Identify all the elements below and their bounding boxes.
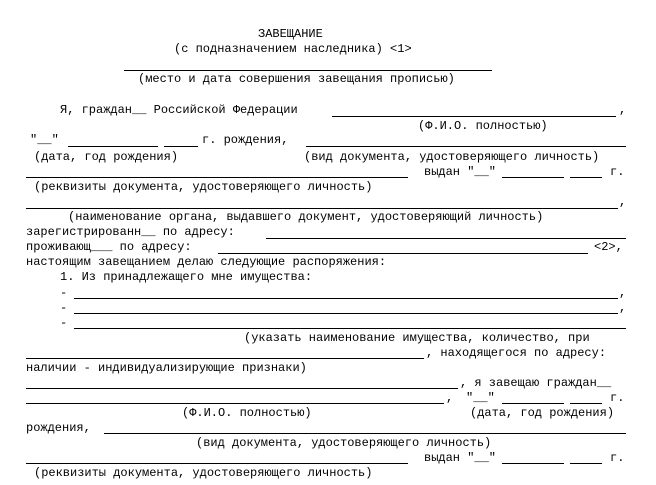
- heir-date-prefix: "__": [466, 391, 495, 405]
- heir-fio-caption: (Ф.И.О. полностью): [182, 406, 312, 420]
- issued-prefix: выдан "__": [424, 165, 497, 179]
- comma: ,: [619, 195, 627, 209]
- declaration: настоящим завещанием делаю следующие распоряжения:: [26, 255, 387, 269]
- doc-details-caption: (реквизиты документа, удостоверяющего личность): [34, 180, 373, 194]
- comma: ,: [619, 301, 627, 315]
- comma: ,: [619, 103, 627, 117]
- heir-birth-caption: (дата, год рождения): [470, 406, 615, 420]
- document-subtitle: (с подназначением наследника) <1>: [174, 42, 412, 56]
- testator-doc-details-field[interactable]: [26, 177, 408, 178]
- bequeath-to: , я завещаю граждан__: [460, 376, 612, 390]
- property-address-field[interactable]: [26, 388, 458, 389]
- property-line-1[interactable]: [74, 298, 618, 299]
- residing-address-field[interactable]: [218, 253, 588, 254]
- testator-doc-type-field[interactable]: [306, 146, 626, 147]
- issuer-field[interactable]: [26, 208, 618, 209]
- identifying-features: наличии - индивидуализирующие признаки): [26, 361, 307, 375]
- heir-doc-details-caption: (реквизиты документа, удостоверяющего личность): [34, 466, 373, 480]
- year-suffix: г.: [610, 391, 625, 405]
- property-address-line[interactable]: [26, 358, 424, 359]
- year-suffix: г.: [610, 165, 625, 179]
- property-heading: 1. Из принадлежащего мне имущества:: [60, 270, 313, 284]
- footnote-2: <2>,: [594, 240, 623, 254]
- birth-caption: (дата, год рождения): [34, 150, 179, 164]
- registered-label: зарегистрированн__ по адресу:: [26, 225, 235, 239]
- heir-birth-year-field[interactable]: [570, 403, 602, 404]
- testator-fio-field[interactable]: [332, 116, 616, 117]
- testator-fio-caption: (Ф.И.О. полностью): [418, 119, 548, 133]
- heir-birth-date-field[interactable]: [502, 403, 564, 404]
- comma: ,: [446, 391, 454, 405]
- birth-year-field[interactable]: [164, 146, 198, 147]
- property-line-3[interactable]: [74, 328, 626, 329]
- heir-issued-year-field[interactable]: [570, 463, 602, 464]
- birth-year-suffix: г. рождения,: [202, 133, 289, 147]
- testator-intro: Я, граждан__ Российской Федерации: [60, 103, 298, 117]
- comma: ,: [619, 286, 627, 300]
- heir-doc-type-field[interactable]: [104, 433, 626, 434]
- birth-label: рождения,: [26, 421, 91, 435]
- doc-type-caption: (вид документа, удостоверяющего личность): [304, 150, 600, 164]
- birth-date-field[interactable]: [68, 146, 158, 147]
- located-at: , находящегося по адресу:: [426, 346, 607, 360]
- heir-doc-type-caption: (вид документа, удостоверяющего личность): [196, 436, 492, 450]
- issued-year-field[interactable]: [570, 177, 602, 178]
- heir-fio-field[interactable]: [26, 403, 444, 404]
- bullet: -: [60, 286, 68, 300]
- registered-address-field[interactable]: [266, 238, 626, 239]
- residing-label: проживающ___ по адресу:: [26, 240, 192, 254]
- year-suffix: г.: [610, 451, 625, 465]
- birth-date-prefix: "__": [30, 133, 59, 147]
- heir-doc-details-field[interactable]: [26, 463, 408, 464]
- issuer-caption: (наименование органа, выдавшего документ, удостоверяющий личность): [68, 210, 544, 224]
- bullet: -: [60, 316, 68, 330]
- heir-issued-prefix: выдан "__": [424, 451, 497, 465]
- issued-date-field[interactable]: [502, 177, 564, 178]
- document-title: ЗАВЕЩАНИЕ: [258, 27, 323, 41]
- property-line-2[interactable]: [74, 313, 618, 314]
- place-date-field[interactable]: [124, 70, 492, 71]
- heir-issued-date-field[interactable]: [502, 463, 564, 464]
- property-caption: (указать наименование имущества, количество, при: [244, 331, 590, 345]
- bullet: -: [60, 301, 68, 315]
- place-date-caption: (место и дата совершения завещания прописью): [138, 72, 455, 86]
